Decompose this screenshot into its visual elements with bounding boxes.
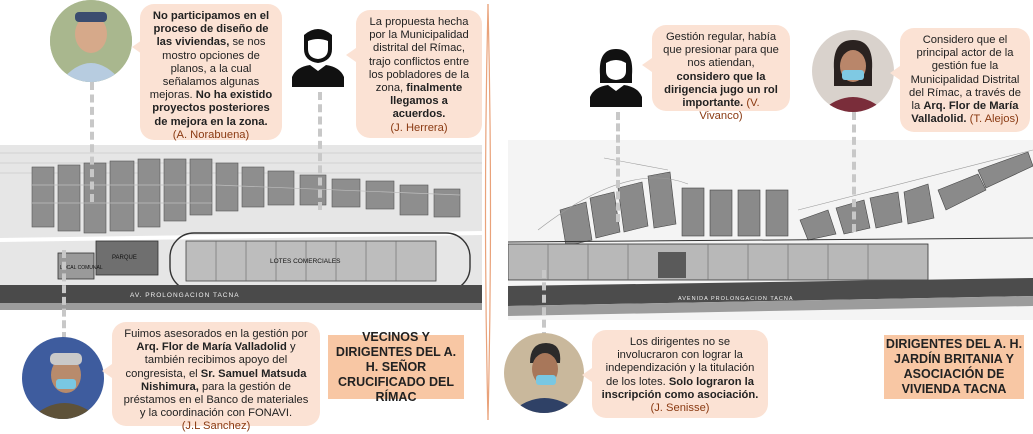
quote-alejos-author: (T. Alejos) [969,113,1019,126]
avatar-sanchez [22,337,104,419]
connector-sanchez [62,250,66,340]
man-user-icon [290,25,346,87]
quote-sanchez-text-2: y también recibimos apoyo del congresista, el [125,341,296,380]
map-label-local-comunal: LOCAL COMUNAL [60,265,103,271]
map-label-avenida-tacna: AVENIDA PROLONGACION TACNA [678,296,794,302]
quote-vivanco [652,25,790,123]
map-label-parque: PARQUE [112,255,137,261]
site-plan-jardin-britania [508,140,1033,320]
quote-norabuena-text: se nos mostro opciones de planos, a la cual señalamos algunas mejoras. [149,36,266,102]
connector-alejos [852,112,856,232]
bubble-tail [102,364,112,378]
woman-user-icon [588,45,644,107]
quote-sanchez-text-3: para la gestión de préstamos en el Banco de materiales y la coordinación con FONAVI. [123,380,309,420]
quote-vivanco-text: Gestión regular, había que presionar para que nos atiendan, [663,31,779,70]
bubble-tail [890,66,900,80]
connector-senisse [542,270,546,340]
quote-norabuena-bold-2: No ha existido proyectos posteriores de mejora en la zona. [152,89,273,128]
right-panel [494,0,1033,426]
avatar-alejos [812,30,894,112]
quote-senisse [592,330,768,418]
quote-herrera-bold: finalmente llegamos a acuerdos. [390,82,463,121]
connector-vivanco [616,112,620,222]
quote-herrera [356,10,482,138]
quote-senisse-bold: Solo lograron la inscripción como asociación. [601,375,759,401]
connector-herrera [318,92,322,210]
quote-sanchez-bold-1: Arq. Flor de María Valladolid [136,341,287,354]
quote-sanchez-author: (J.L Sanchez) [181,420,251,433]
bubble-tail [346,48,356,62]
quote-vivanco-author: (V. Vivanco) [699,97,760,123]
quote-herrera-author: (J. Herrera) [390,121,448,134]
quote-sanchez-text-1: Fuimos asesorados en la gestión por [124,328,308,340]
quote-senisse-text: Los dirigentes no se involucraron con lograr la independización y la titulación de los lotes. [605,336,755,388]
quote-herrera-text: La propuesta hecha por la Municipalidad distrital del Rímac, trajo conflictos entre los pobladores de la zona, [368,16,470,95]
quote-sanchez-bold-2: Sr. Samuel Matsuda Nishimura, [141,367,307,393]
group-label-jardin-britania: DIRIGENTES DEL A. H. JARDÍN BRITANIA Y ASOCIACIÓN DE VIVIENDA TACNA [884,335,1024,399]
map-label-avenida: AV. PROLONGACION TACNA [130,292,240,299]
quote-alejos [900,28,1030,132]
left-panel [0,0,482,433]
avatar-senisse [504,333,584,413]
bubble-tail [132,40,142,54]
avatar-norabuena [50,0,132,82]
panel-divider [482,0,494,426]
bubble-tail [642,58,652,72]
group-label-senor-crucificado: VECINOS Y DIRIGENTES DEL A. H. SEÑOR CRUCIFICADO DEL RÍMAC [328,335,464,399]
bubble-tail [582,368,592,382]
quote-sanchez [112,322,320,433]
quote-norabuena-bold-1: No participamos en el proceso de diseño de las viviendas, [152,10,270,49]
quote-norabuena [140,4,282,140]
quote-vivanco-bold: considero que la dirigencia jugo un rol importante. [664,70,778,110]
connector-norabuena [90,82,94,202]
quote-alejos-bold: Arq. Flor de María Valladolid. [911,100,1019,126]
quote-senisse-author: (J. Senisse) [650,402,710,415]
quote-alejos-text: Considero que el principal actor de la gestión fue la Municipalidad Distrital del Rímac, a través de la [909,34,1021,113]
site-plan-senor-crucificado [0,145,482,310]
quote-norabuena-author: (A. Norabuena) [172,128,250,141]
map-label-lotes-comerciales: LOTES COMERCIALES [270,258,341,265]
